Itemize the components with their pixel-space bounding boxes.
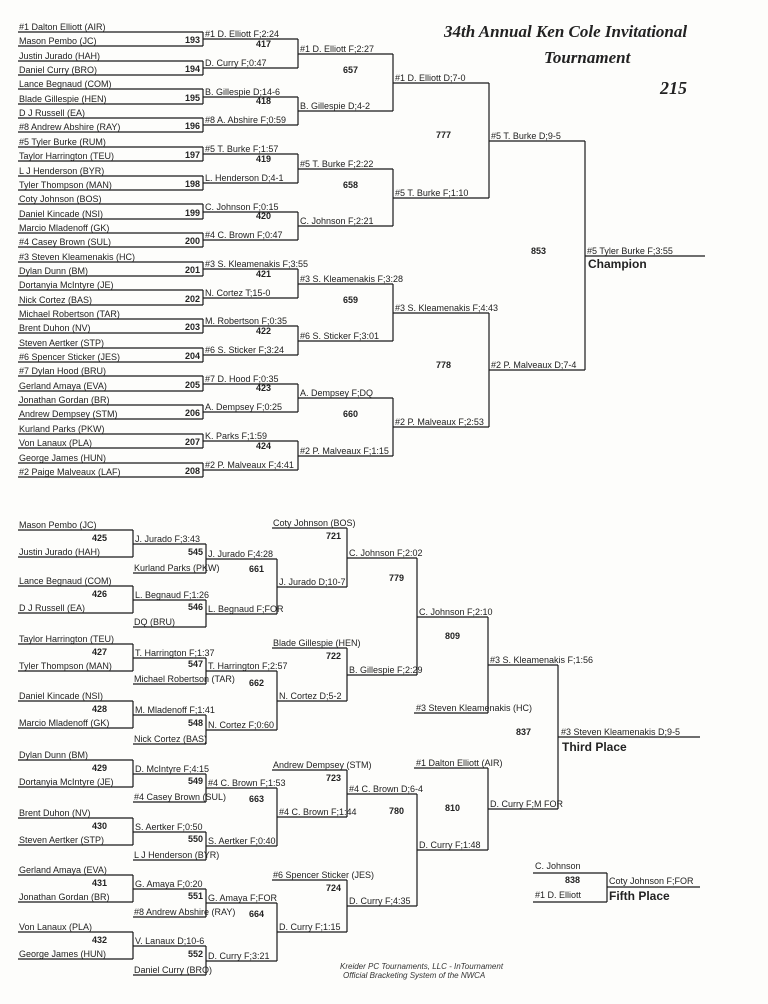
bout-number: 419 [256, 154, 272, 164]
entrant-name: Blade Gillespie (HEN) [19, 94, 107, 104]
bout-number: 780 [388, 806, 404, 816]
bout-number: 664 [248, 909, 264, 919]
bout-number: 722 [325, 651, 341, 661]
bout-result: D. Curry F;1:48 [419, 840, 481, 850]
bout-result: D. Curry F;4:35 [349, 896, 411, 906]
bout-result: #7 D. Hood F;0:35 [205, 374, 279, 384]
bout-result: J. Jurado D;10-7 [279, 577, 346, 587]
bout-number: 853 [531, 246, 547, 256]
bout-number: 660 [343, 409, 359, 419]
bout-result: #1 D. Elliott F;2:24 [205, 29, 280, 39]
consolation-drop-in: Kurland Parks (PKW) [134, 563, 220, 573]
entrant-name: Daniel Curry (BRO) [19, 65, 98, 75]
entrant-name: #2 Paige Malveaux (LAF) [19, 467, 121, 477]
bout-number: 552 [187, 949, 203, 959]
consolation-entrant: Brent Duhon (NV) [19, 808, 91, 818]
entrant-name: Tyler Thompson (MAN) [19, 180, 112, 190]
consolation-entrant: Steven Aertker (STP) [19, 835, 105, 845]
bout-number: 422 [256, 326, 272, 336]
consolation-drop-in: #8 Andrew Abshire (RAY) [134, 907, 236, 917]
consolation-drop-in: DQ (BRU) [134, 617, 175, 627]
entrant-name: #7 Dylan Hood (BRU) [19, 366, 107, 376]
consolation-entrant: Gerland Amaya (EVA) [19, 865, 107, 875]
bout-result: #3 S. Kleamenakis F;1:56 [490, 655, 594, 665]
bout-number: 202 [184, 294, 200, 304]
champion-label: Champion [588, 257, 647, 271]
bout-number: 200 [184, 236, 200, 246]
bout-number: 195 [184, 93, 200, 103]
bout-number: 724 [325, 883, 341, 893]
consolation-drop-in: Blade Gillespie (HEN) [273, 638, 361, 648]
bout-number: 204 [184, 351, 200, 361]
bout-number: 205 [184, 380, 200, 390]
entrant-name: Brent Duhon (NV) [19, 323, 91, 333]
bout-result: C. Johnson F;2:21 [300, 216, 374, 226]
bout-number: 663 [248, 794, 264, 804]
bout-result: J. Jurado F;4:28 [208, 549, 274, 559]
bout-result: V. Lanaux D;10-6 [135, 936, 205, 946]
consolation-entrant: Dylan Dunn (BM) [19, 750, 89, 760]
bout-result: #3 S. Kleamenakis F;4:43 [395, 303, 499, 313]
bout-number: 777 [436, 130, 452, 140]
bout-result: D. Curry F;1:15 [279, 922, 341, 932]
bout-number: 431 [92, 878, 108, 888]
bout-number: 196 [184, 121, 200, 131]
third-place-label: Third Place [562, 740, 627, 754]
bout-number: 658 [343, 180, 359, 190]
bout-number: 545 [187, 547, 203, 557]
entrant-name: #6 Spencer Sticker (JES) [19, 352, 121, 362]
consolation-entrant: Jonathan Gordan (BR) [19, 892, 110, 902]
bout-result: #6 S. Sticker F;3:01 [300, 331, 380, 341]
bout-number: 207 [184, 437, 200, 447]
bout-number: 428 [92, 704, 108, 714]
consolation-entrant: Marcio Mladenoff (GK) [19, 718, 110, 728]
consolation-entrant: Dortanyia McIntyre (JE) [19, 777, 114, 787]
bout-number: 778 [436, 360, 452, 370]
bout-result: #1 D. Elliott D;7-0 [395, 73, 466, 83]
fifth-place-result: Coty Johnson F;FOR [609, 876, 694, 886]
bout-number: 546 [187, 602, 203, 612]
bout-result: C. Johnson F;2:02 [349, 548, 423, 558]
bout-result: #4 C. Brown F;1:53 [208, 778, 286, 788]
consolation-drop-in: #6 Spencer Sticker (JES) [273, 870, 375, 880]
bout-number: 779 [388, 573, 404, 583]
bout-number: 657 [343, 65, 359, 75]
entrant-name: Steven Aertker (STP) [19, 338, 105, 348]
bout-result: #5 T. Burke F;1:57 [205, 144, 279, 154]
bout-result: #6 S. Sticker F;3:24 [205, 345, 285, 355]
entrant-name: Jonathan Gordan (BR) [19, 395, 110, 405]
bout-number: 206 [184, 408, 200, 418]
bout-result: #5 T. Burke F;1:10 [395, 188, 469, 198]
consolation-entrant: Taylor Harrington (TEU) [19, 634, 115, 644]
consolation-entrant: George James (HUN) [19, 949, 107, 959]
bout-result: B. Gillespie D;4-2 [300, 101, 371, 111]
entrant-name: Von Lanaux (PLA) [19, 438, 93, 448]
entrant-name: Dortanyia McIntyre (JE) [19, 280, 114, 290]
bout-result: #4 C. Brown D;6-4 [349, 784, 424, 794]
bout-result: S. Aertker F;0:50 [135, 822, 203, 832]
bout-number: 549 [187, 776, 203, 786]
bout-result: T. Harrington F;2:57 [208, 661, 288, 671]
bout-number: 432 [92, 935, 108, 945]
bout-result: #2 P. Malveaux D;7-4 [491, 360, 577, 370]
bout-number: 208 [184, 466, 200, 476]
bout-result: D. Curry F;M FOR [490, 799, 563, 809]
bout-result: M. Mladenoff F;1:41 [135, 705, 215, 715]
bout-number: 723 [325, 773, 341, 783]
bout-result: #1 D. Elliott F;2:27 [300, 44, 375, 54]
bout-number: 429 [92, 763, 108, 773]
bout-number: 550 [187, 834, 203, 844]
bout-number: 661 [248, 564, 264, 574]
consolation-entrant: Tyler Thompson (MAN) [19, 661, 112, 671]
entrant-name: Coty Johnson (BOS) [19, 194, 102, 204]
consolation-entrant: Mason Pembo (JC) [19, 520, 97, 530]
bout-number: 425 [92, 533, 108, 543]
bout-number: 424 [256, 441, 272, 451]
bout-result: C. Johnson F;2:10 [419, 607, 493, 617]
bout-number: 423 [256, 383, 272, 393]
bout-number: 547 [187, 659, 203, 669]
bout-result: G. Amaya F;FOR [208, 893, 278, 903]
bout-number: 430 [92, 821, 108, 831]
fifth-place-label: Fifth Place [609, 889, 670, 903]
bout-number: 837 [515, 727, 531, 737]
bout-result: B. Gillespie D;14-6 [205, 87, 281, 97]
consolation-drop-in: #1 Dalton Elliott (AIR) [416, 758, 503, 768]
bout-result: M. Robertson F;0:35 [205, 316, 288, 326]
bout-result: S. Aertker F;0:40 [208, 836, 276, 846]
bout-result: #3 S. Kleamenakis F;3:28 [300, 274, 404, 284]
bout-result: D. Curry F;0:47 [205, 58, 267, 68]
bout-result: #2 P. Malveaux F;4:41 [205, 460, 294, 470]
entrant-name: Daniel Kincade (NSI) [19, 209, 104, 219]
bout-number: 551 [187, 891, 203, 901]
bout-result: #5 T. Burke D;9-5 [491, 131, 561, 141]
bout-result: A. Dempsey F;DQ [300, 388, 374, 398]
entrant-name: L J Henderson (BYR) [19, 166, 105, 176]
consolation-drop-in: Coty Johnson (BOS) [273, 518, 356, 528]
consolation-drop-in: #3 Steven Kleamenakis (HC) [416, 703, 533, 713]
champion-result: #5 Tyler Burke F;3:55 [587, 246, 673, 256]
bout-result: K. Parks F;1:59 [205, 431, 268, 441]
bout-result: N. Cortez D;5-2 [279, 691, 342, 701]
bout-number: 193 [184, 35, 200, 45]
consolation-entrant: Lance Begnaud (COM) [19, 576, 112, 586]
consolation-drop-in: Andrew Dempsey (STM) [273, 760, 372, 770]
entrant-name: Justin Jurado (HAH) [19, 51, 101, 61]
bout-number: 662 [248, 678, 264, 688]
consolation-entrant: D J Russell (EA) [19, 603, 86, 613]
bout-number: 426 [92, 589, 108, 599]
consolation-drop-in: L J Henderson (BYR) [134, 850, 220, 860]
title-line-2: Tournament [544, 48, 631, 67]
bout-result: #5 T. Burke F;2:22 [300, 159, 374, 169]
bout-number: 194 [184, 64, 200, 74]
consolation-entrant: Daniel Kincade (NSI) [19, 691, 104, 701]
bout-result: D. McIntyre F;4:15 [135, 764, 210, 774]
bout-result: #4 C. Brown F;1:44 [279, 807, 357, 817]
bout-result: L. Henderson D;4-1 [205, 173, 284, 183]
entrant-name: Andrew Dempsey (STM) [19, 409, 118, 419]
footer-line-1: Kreider PC Tournaments, LLC - InTournament [340, 962, 504, 971]
bout-result: B. Gillespie F;2:29 [349, 665, 423, 675]
bout-number: 420 [256, 211, 272, 221]
entrant-name: #1 Dalton Elliott (AIR) [19, 22, 106, 32]
bout-result: A. Dempsey F;0:25 [205, 402, 283, 412]
bout-result: D. Curry F;3:21 [208, 951, 270, 961]
entrant-name: Gerland Amaya (EVA) [19, 381, 107, 391]
bout-result: #4 C. Brown F;0:47 [205, 230, 283, 240]
entrant-name: Nick Cortez (BAS) [19, 295, 93, 305]
bout-number: 418 [256, 96, 272, 106]
bout-result: C. Johnson F;0:15 [205, 202, 279, 212]
consolation-drop-in: Nick Cortez (BAS) [134, 734, 208, 744]
bout-number: 197 [184, 150, 200, 160]
consolation-drop-in: Michael Robertson (TAR) [134, 674, 235, 684]
consolation-drop-in: Daniel Curry (BRO) [134, 965, 213, 975]
bout-number: 198 [184, 179, 200, 189]
bout-number: 659 [343, 295, 359, 305]
consolation-entrant: C. Johnson [535, 861, 581, 871]
entrant-name: Dylan Dunn (BM) [19, 266, 89, 276]
bout-number: 417 [256, 39, 272, 49]
bout-result: #2 P. Malveaux F;1:15 [300, 446, 389, 456]
bout-number: 427 [92, 647, 108, 657]
weight-class: 215 [660, 78, 687, 98]
bout-result: G. Amaya F;0:20 [135, 879, 203, 889]
bout-number: 809 [444, 631, 460, 641]
bout-result: #2 P. Malveaux F;2:53 [395, 417, 484, 427]
entrant-name: #5 Tyler Burke (RUM) [19, 137, 106, 147]
bout-number: 201 [184, 265, 200, 275]
consolation-entrant: Von Lanaux (PLA) [19, 922, 93, 932]
entrant-name: #4 Casey Brown (SUL) [19, 237, 112, 247]
bout-number: 838 [564, 875, 580, 885]
entrant-name: George James (HUN) [19, 453, 107, 463]
bout-number: 721 [325, 531, 341, 541]
bout-result: #8 A. Abshire F;0:59 [205, 115, 287, 125]
consolation-drop-in: #4 Casey Brown (SUL) [134, 792, 227, 802]
bout-result: L. Begnaud F;1:26 [135, 590, 210, 600]
entrant-name: Kurland Parks (PKW) [19, 424, 105, 434]
bout-result: #3 S. Kleamenakis F;3:55 [205, 259, 309, 269]
bout-number: 421 [256, 269, 272, 279]
title-line-1: 34th Annual Ken Cole Invitational [444, 22, 688, 41]
bout-result: T. Harrington F;1:37 [135, 648, 215, 658]
footer-line-2: Official Bracketing System of the NWCA [343, 971, 486, 980]
entrant-name: Marcio Mladenoff (GK) [19, 223, 110, 233]
bout-number: 203 [184, 322, 200, 332]
entrant-name: #8 Andrew Abshire (RAY) [19, 122, 121, 132]
bout-number: 548 [187, 718, 203, 728]
bout-result: J. Jurado F;3:43 [135, 534, 201, 544]
consolation-entrant: #1 D. Elliott [535, 890, 582, 900]
entrant-name: Michael Robertson (TAR) [19, 309, 120, 319]
third-place-result: #3 Steven Kleamenakis D;9-5 [561, 727, 681, 737]
entrant-name: #3 Steven Kleamenakis (HC) [19, 252, 136, 262]
bout-result: N. Cortez F;0:60 [208, 720, 275, 730]
bout-result: N. Cortez T;15-0 [205, 288, 271, 298]
entrant-name: Taylor Harrington (TEU) [19, 151, 115, 161]
bout-number: 810 [444, 803, 460, 813]
entrant-name: Mason Pembo (JC) [19, 36, 97, 46]
entrant-name: D J Russell (EA) [19, 108, 86, 118]
entrant-name: Lance Begnaud (COM) [19, 79, 112, 89]
bout-number: 199 [184, 208, 200, 218]
consolation-entrant: Justin Jurado (HAH) [19, 547, 101, 557]
bout-result: L. Begnaud F;FOR [208, 604, 284, 614]
